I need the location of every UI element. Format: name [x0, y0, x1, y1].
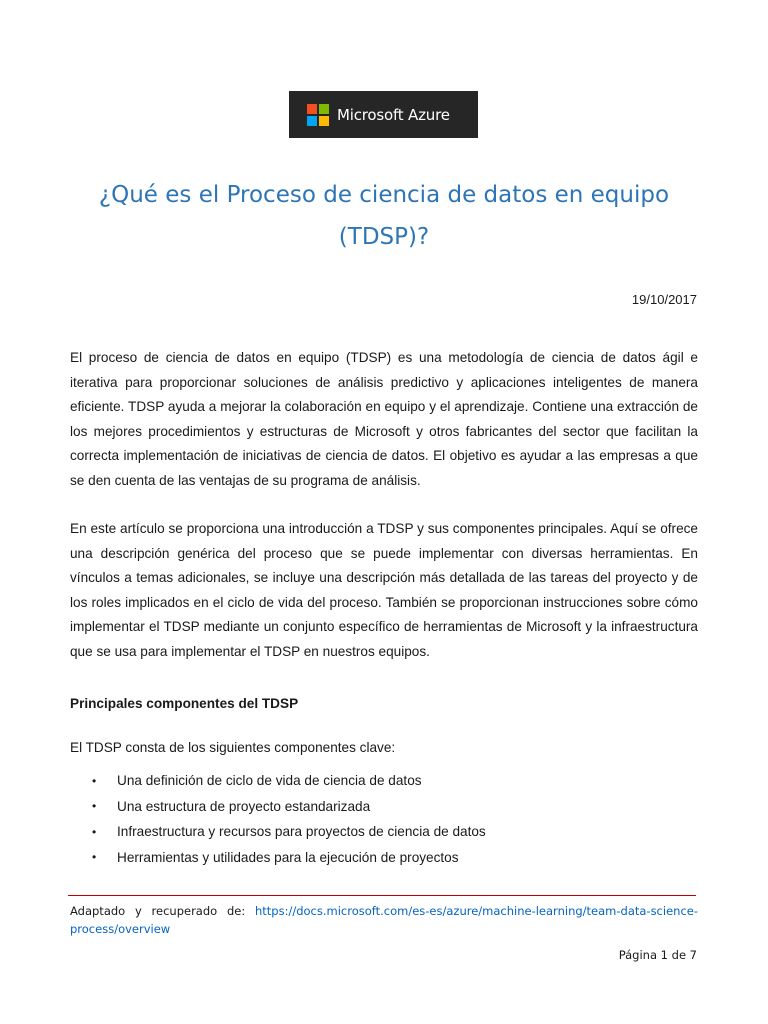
document-date: 19/10/2017: [631, 292, 697, 307]
bullet-icon: •: [92, 850, 97, 865]
microsoft-azure-logo: [289, 91, 478, 138]
list-item: [70, 845, 486, 871]
section-heading: Principales componentes del TDSP: [70, 696, 299, 711]
list-item-text: Una definición de ciclo de vida de ciencia de datos: [117, 773, 422, 789]
footer-prefix: Adaptado y recuperado de:: [70, 904, 255, 918]
bullet-icon: •: [92, 799, 97, 814]
footer-source-note: [70, 902, 698, 938]
list-item: [70, 794, 486, 820]
components-intro: El TDSP consta de los siguientes componentes clave:: [70, 740, 396, 755]
list-item: [70, 819, 486, 845]
logo-square-blue: [307, 116, 317, 126]
logo-square-yellow: [319, 116, 329, 126]
list-item-text: Infraestructura y recursos para proyectos de ciencia de datos: [117, 824, 486, 840]
logo-square-red: [307, 104, 317, 114]
logo-square-green: [319, 104, 329, 114]
bullet-icon: •: [92, 824, 97, 839]
list-item-text: Una estructura de proyecto estandarizada: [117, 798, 371, 814]
document-title: ¿Qué es el Proceso de ciencia de datos en equipo (TDSP)?: [98, 182, 670, 250]
logo-text: Microsoft Azure: [337, 105, 450, 124]
components-list: [70, 768, 486, 870]
paragraph-2: En este artículo se proporciona una introducción a TDSP y sus componentes principales. Aquí se ofrece una descripción genérica del proceso que se puede implementar con diversas herramientas. En vínculos a temas adicionales, se incluye una descripción más detallada de las tareas del proyecto y de los roles implicados en el ciclo de vida del proceso. También se proporcionan instrucciones sobre cómo implementar el TDSP mediante un conjunto específico de herramientas de Microsoft y la infraestructura que se usa para implementar el TDSP en nuestros equipos.: [70, 521, 698, 659]
list-item: [70, 768, 486, 794]
list-item-text: Herramientas y utilidades para la ejecución de proyectos: [117, 849, 459, 865]
page-number: Página 1 de 7: [618, 948, 697, 962]
bullet-icon: •: [92, 773, 97, 788]
footer-divider: [68, 895, 696, 896]
microsoft-logo-icon: [307, 104, 329, 126]
paragraph-1: El proceso de ciencia de datos en equipo (TDSP) es una metodología de ciencia de datos ágil e iterativa para proporcionar soluciones de análisis predictivo y aplicaciones inteligentes de manera eficiente. TDSP ayuda a mejorar la colaboración en equipo y el aprendizaje. Contiene una extracción de los mejores procedimientos y estructuras de Microsoft y otros fabricantes del sector que facilitan la correcta implementación de iniciativas de ciencia de datos. El objetivo es ayudar a las empresas a que se den cuenta de las ventajas de su programa de análisis.: [70, 350, 698, 488]
source-link[interactable]: https://docs.microsoft.com/es-es/azure/machine-learning/team-data-science-process/overview: [70, 904, 698, 936]
